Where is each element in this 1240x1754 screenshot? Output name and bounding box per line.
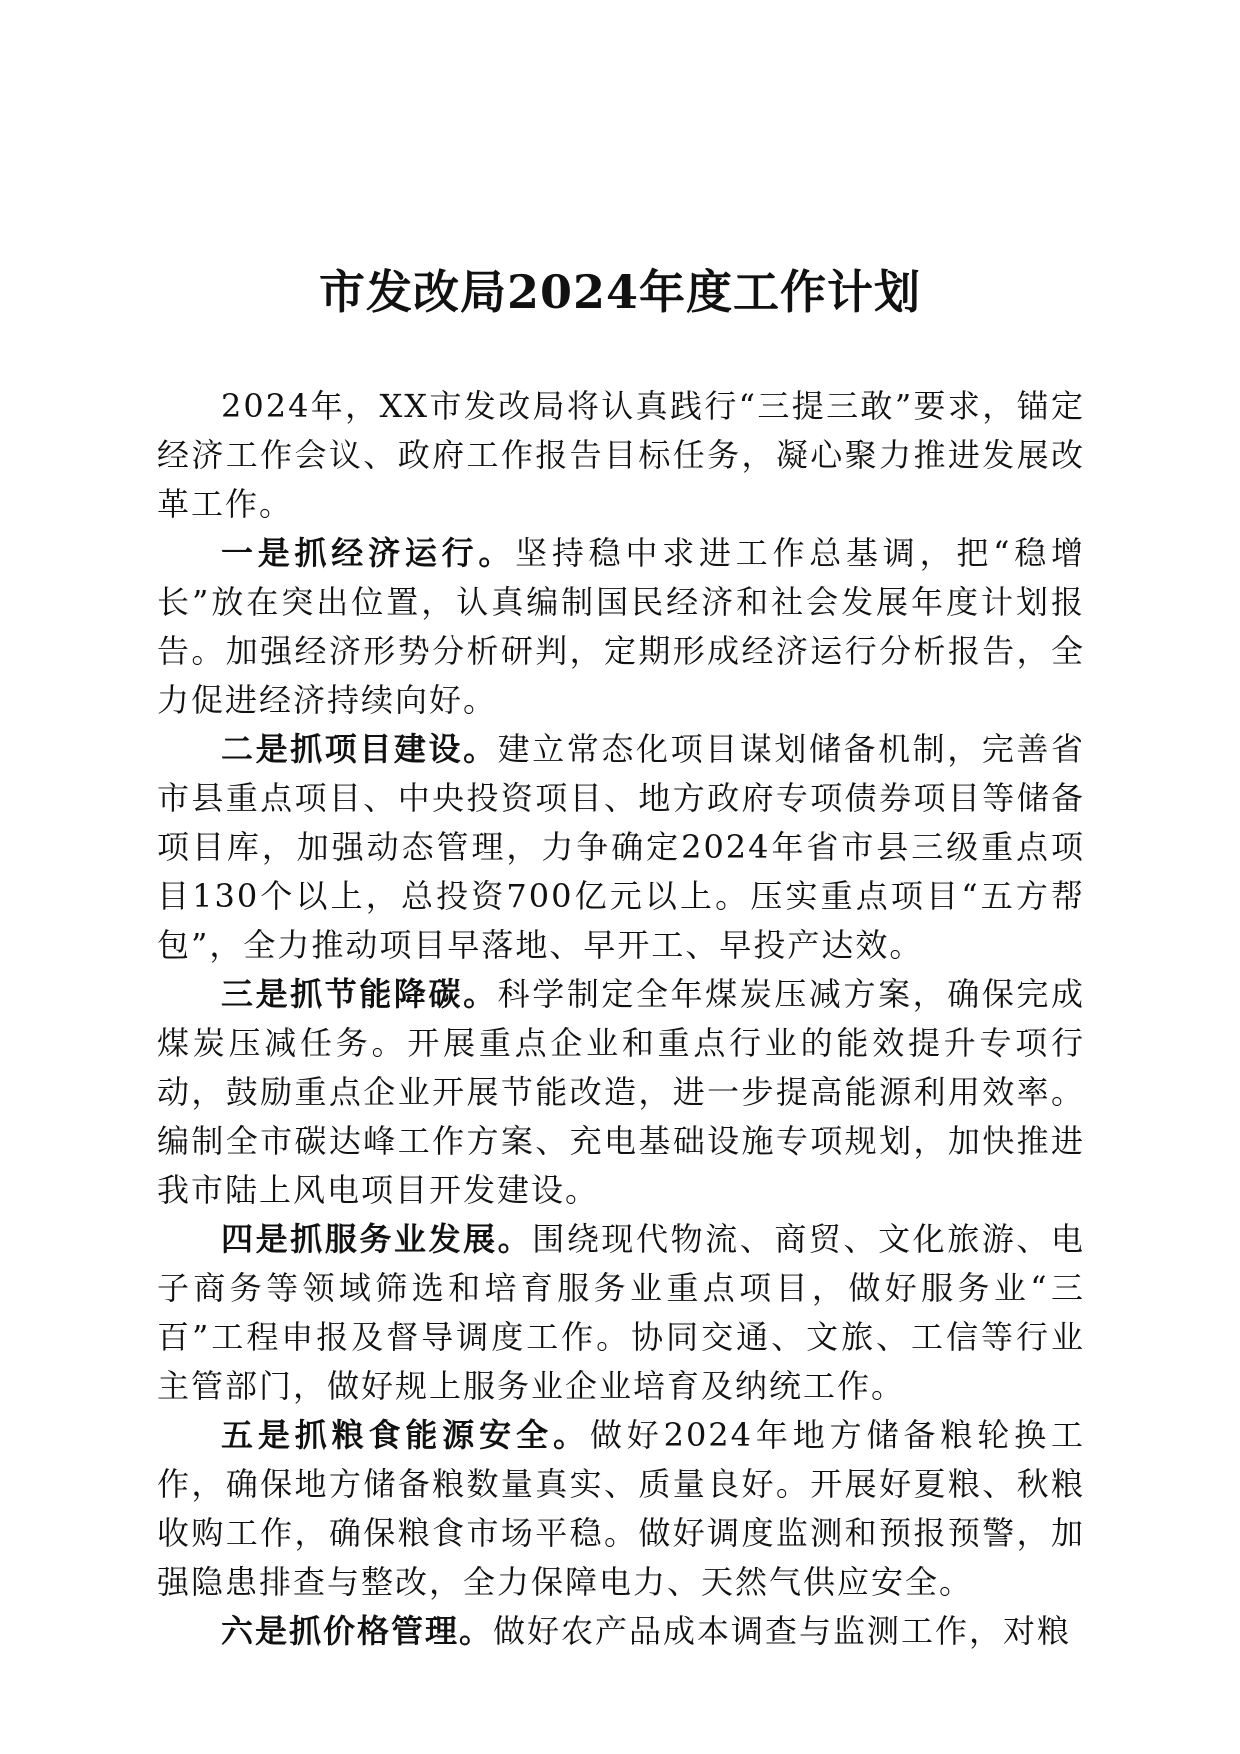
section-energy-saving [157,970,1085,1215]
section-price-management [157,1607,1085,1656]
intro-paragraph [157,382,1085,529]
paragraph-text: 科学制定全年煤炭压减方案，确保完成煤炭压减任务。开展重点企业和重点行业的能效提升专项行动，鼓励重点企业开展节能改造，进一步提高能源利用效率。编制全市碳达峰工作方案、充电基础设施专项规划，加快推进我市陆上风电项目开发建设。 [157,975,1085,1209]
paragraph-text: 做好农产品成本调查与监测工作，对粮 [493,1612,1072,1650]
section-heading: 四是抓服务业发展。 [221,1220,533,1258]
section-heading: 三是抓节能降碳。 [221,975,498,1013]
paragraph-text: 围绕现代物流、商贸、文化旅游、电子商务等领域筛选和培育服务业重点项目，做好服务业“三百”工程申报及督导调度工作。协同交通、文旅、工信等行业主管部门，做好规上服务业企业培育及纳统工作。 [157,1220,1085,1405]
section-heading: 二是抓项目建设。 [221,730,498,768]
section-service-industry [157,1215,1085,1411]
section-heading: 一是抓经济运行。 [221,534,516,572]
paragraph-text: 建立常态化项目谋划储备机制，完善省市县重点项目、中央投资项目、地方政府专项债券项目等储备项目库，加强动态管理，力争确定2024年省市县三级重点项目130个以上，总投资700亿元以上。压实重点项目“五方帮包”，全力推动项目早落地、早开工、早投产达效。 [157,730,1085,964]
paragraph-text: 2024年，XX市发改局将认真践行“三提三敢”要求，锚定经济工作会议、政府工作报告目标任务，凝心聚力推进发展改革工作。 [157,387,1085,523]
section-project-construction [157,725,1085,970]
section-heading: 六是抓价格管理。 [221,1612,494,1650]
section-heading: 五是抓粮食能源安全。 [221,1416,590,1454]
paragraph-text: 做好2024年地方储备粮轮换工作，确保地方储备粮数量真实、质量良好。开展好夏粮、秋粮收购工作，确保粮食市场平稳。做好调度监测和预报预警，加强隐患排查与整改，全力保障电力、天然气供应安全。 [157,1416,1085,1601]
document-body [157,382,1085,1656]
document-title: 市发改局2024年度工作计划 [318,265,922,319]
paragraph-text: 坚持稳中求进工作总基调，把“稳增长”放在突出位置，认真编制国民经济和社会发展年度计划报告。加强经济形势分析研判，定期形成经济运行分析报告，全力促进经济持续向好。 [157,534,1085,719]
section-economic-operation [157,529,1085,725]
section-food-energy-security [157,1411,1085,1607]
